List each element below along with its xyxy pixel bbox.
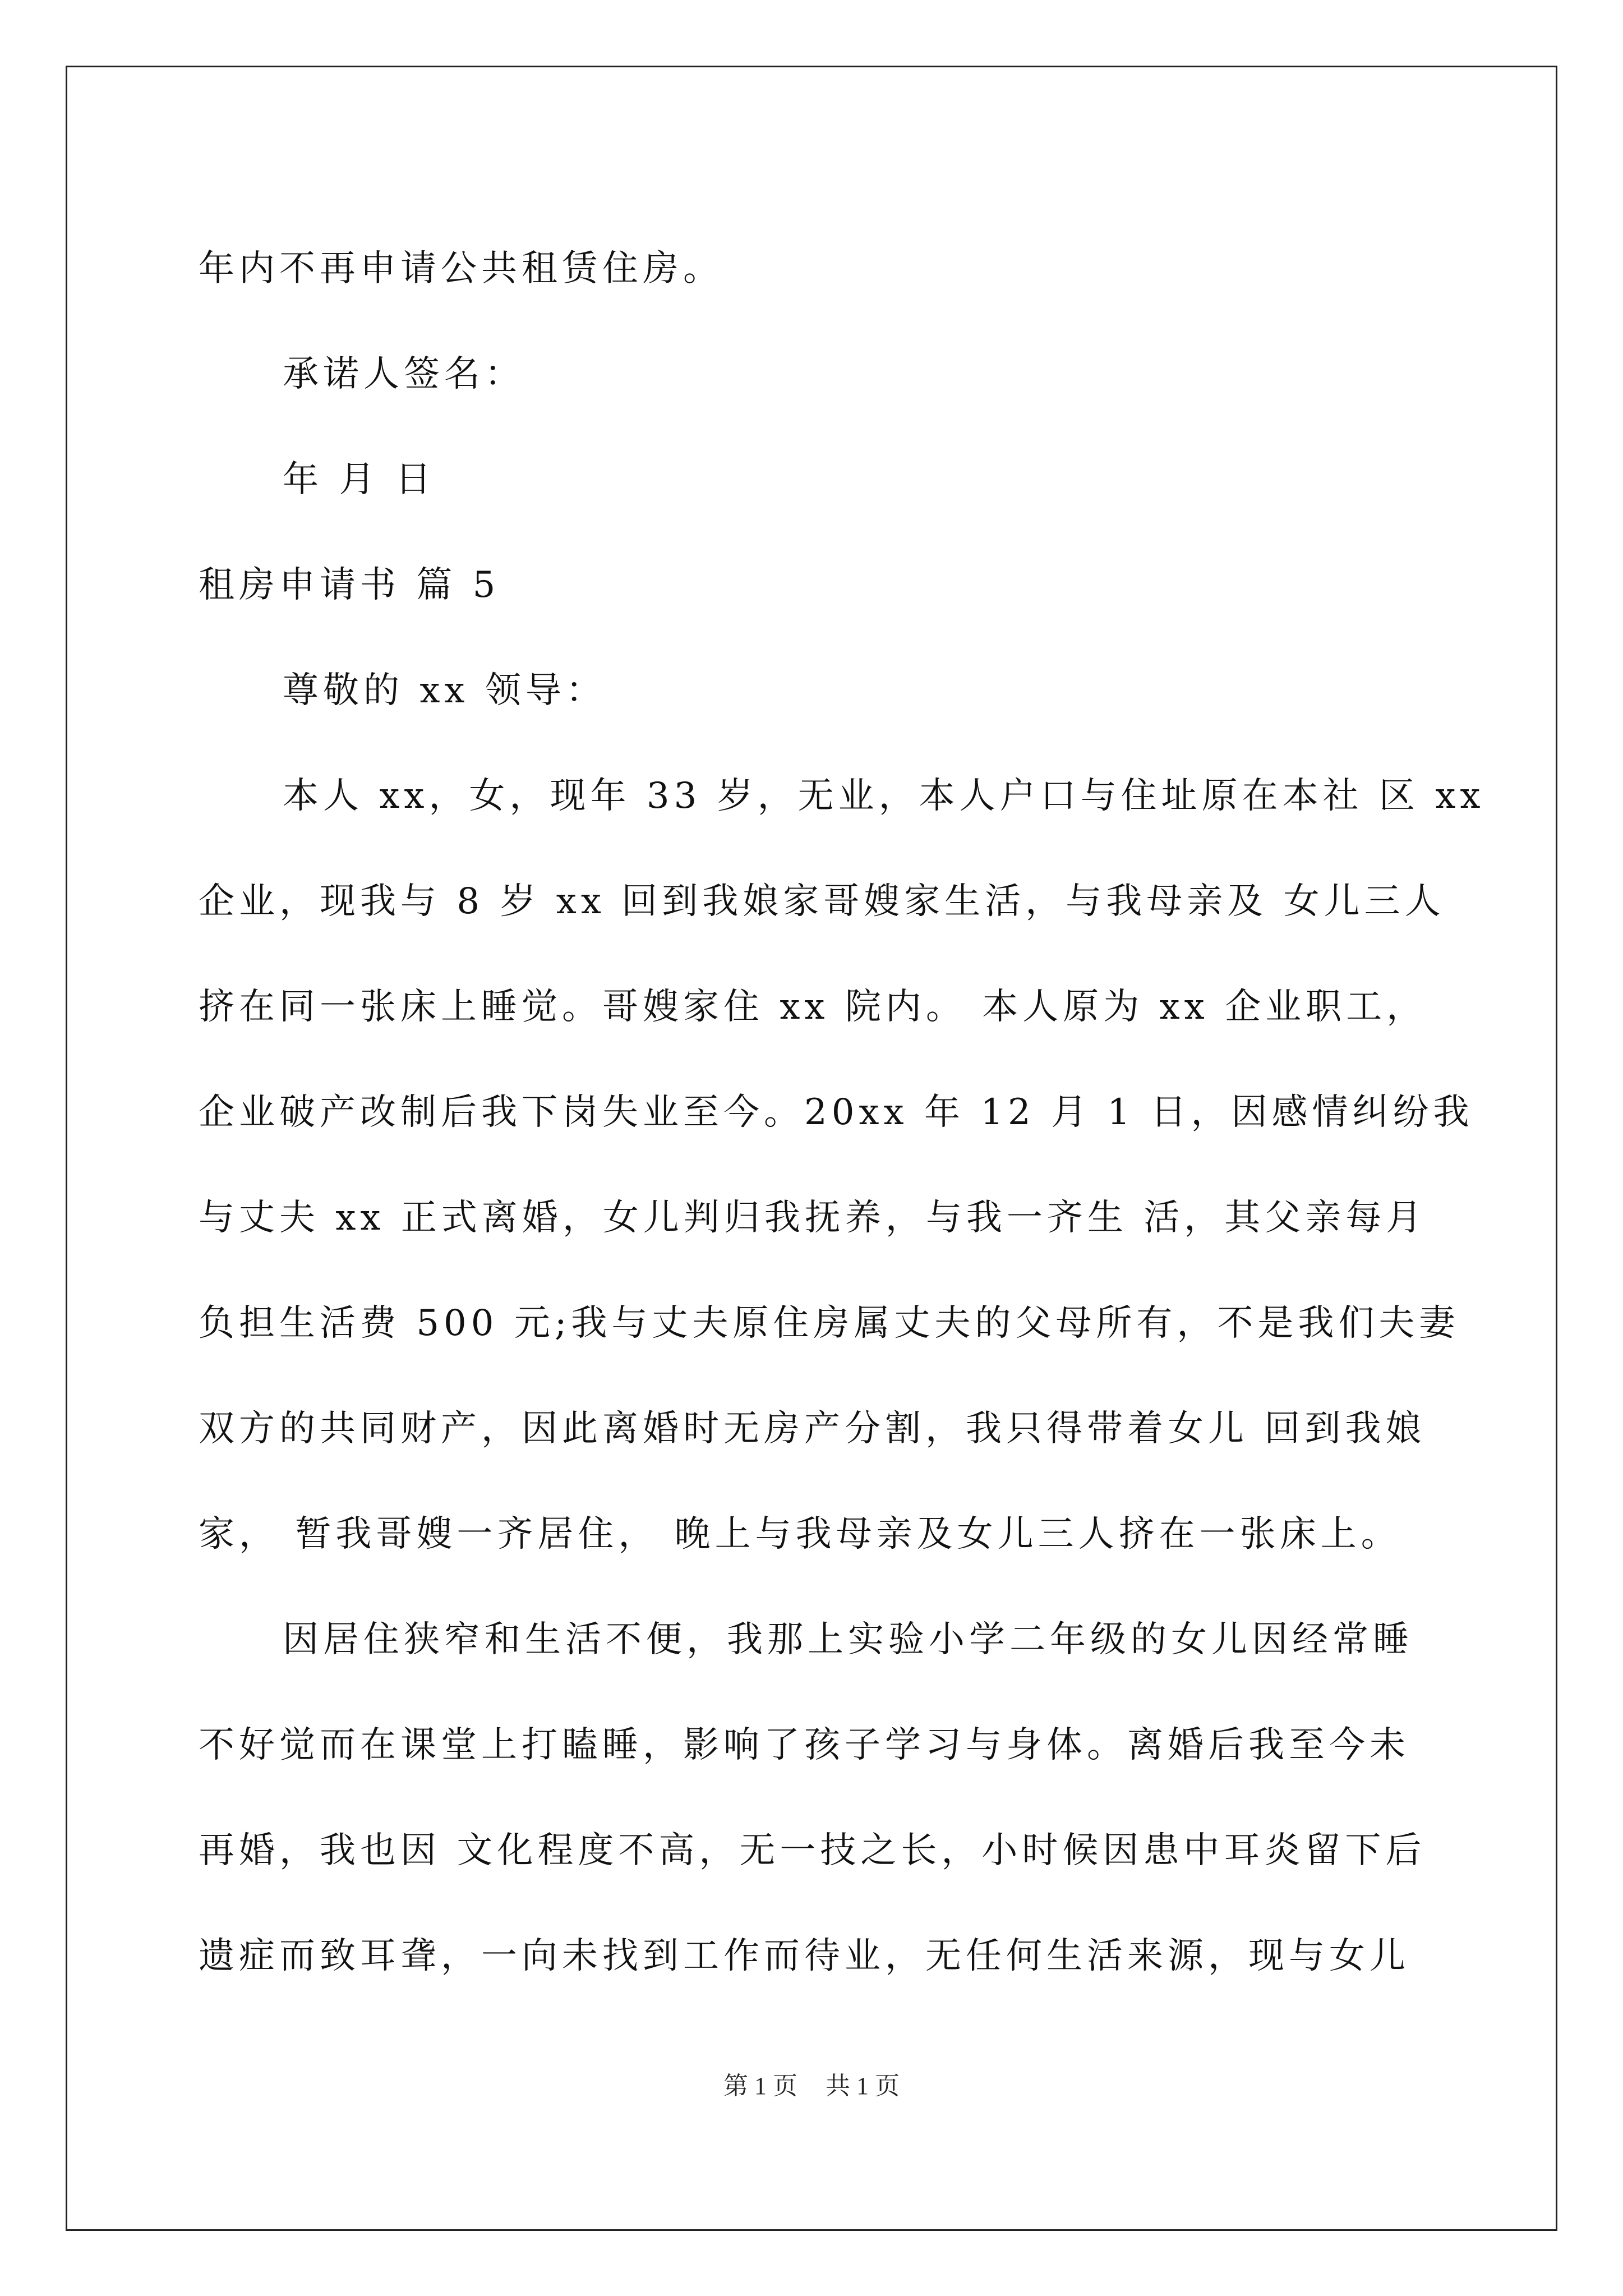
text-line: 企业，现我与 8 岁 xx 回到我娘家哥嫂家生活，与我母亲及 女儿三人 <box>199 881 1445 922</box>
signature-label: 承诺人签名： <box>283 353 525 395</box>
section-heading: 租房申请书 篇 5 <box>199 564 500 606</box>
text-line: 年内不再申请公共租赁住房。 <box>199 248 723 289</box>
page-footer <box>0 2065 1623 2101</box>
date-line: 年 月 日 <box>283 459 436 500</box>
document-body <box>199 216 1485 2009</box>
text-line: 不好觉而在课堂上打瞌睡，影响了孩子学习与身体。离婚后我至今未 <box>199 1724 1410 1766</box>
text-line: 因居住狭窄和生活不便，我那上实验小学二年级的女儿因经常睡 <box>283 1619 1413 1660</box>
text-line: 挤在同一张床上睡觉。哥嫂家住 xx 院内。 本人原为 xx 企业职工， <box>199 986 1427 1028</box>
text-line: 与丈夫 xx 正式离婚，女儿判归我抚养，与我一齐生 活，其父亲每月 <box>199 1197 1427 1239</box>
salutation: 尊敬的 xx 领导： <box>283 670 606 711</box>
text-line: 企业破产改制后我下岗失业至今。20xx 年 12 月 1 日，因感情纠纷我 <box>199 1092 1474 1133</box>
text-line: 负担生活费 500 元;我与丈夫原住房属丈夫的父母所有，不是我们夫妻 <box>199 1303 1460 1344</box>
text-line: 双方的共同财产，因此离婚时无房产分割，我只得带着女儿 回到我娘 <box>199 1408 1426 1450</box>
page-number: 第 1 页 <box>723 2072 797 2100</box>
text-line: 家， 暂我哥嫂一齐居住， 晚上与我母亲及女儿三人挤在一张床上。 <box>199 1513 1401 1555</box>
text-line: 再婚，我也因 文化程度不高，无一技之长，小时候因患中耳炎留下后 <box>199 1830 1426 1871</box>
text-line: 遗症而致耳聋，一向未找到工作而待业，无任何生活来源，现与女儿 <box>199 1935 1410 1977</box>
page-count: 共 1 页 <box>826 2072 900 2100</box>
text-line: 本人 xx，女，现年 33 岁，无业，本人户口与住址原在本社 区 xx <box>283 775 1485 817</box>
